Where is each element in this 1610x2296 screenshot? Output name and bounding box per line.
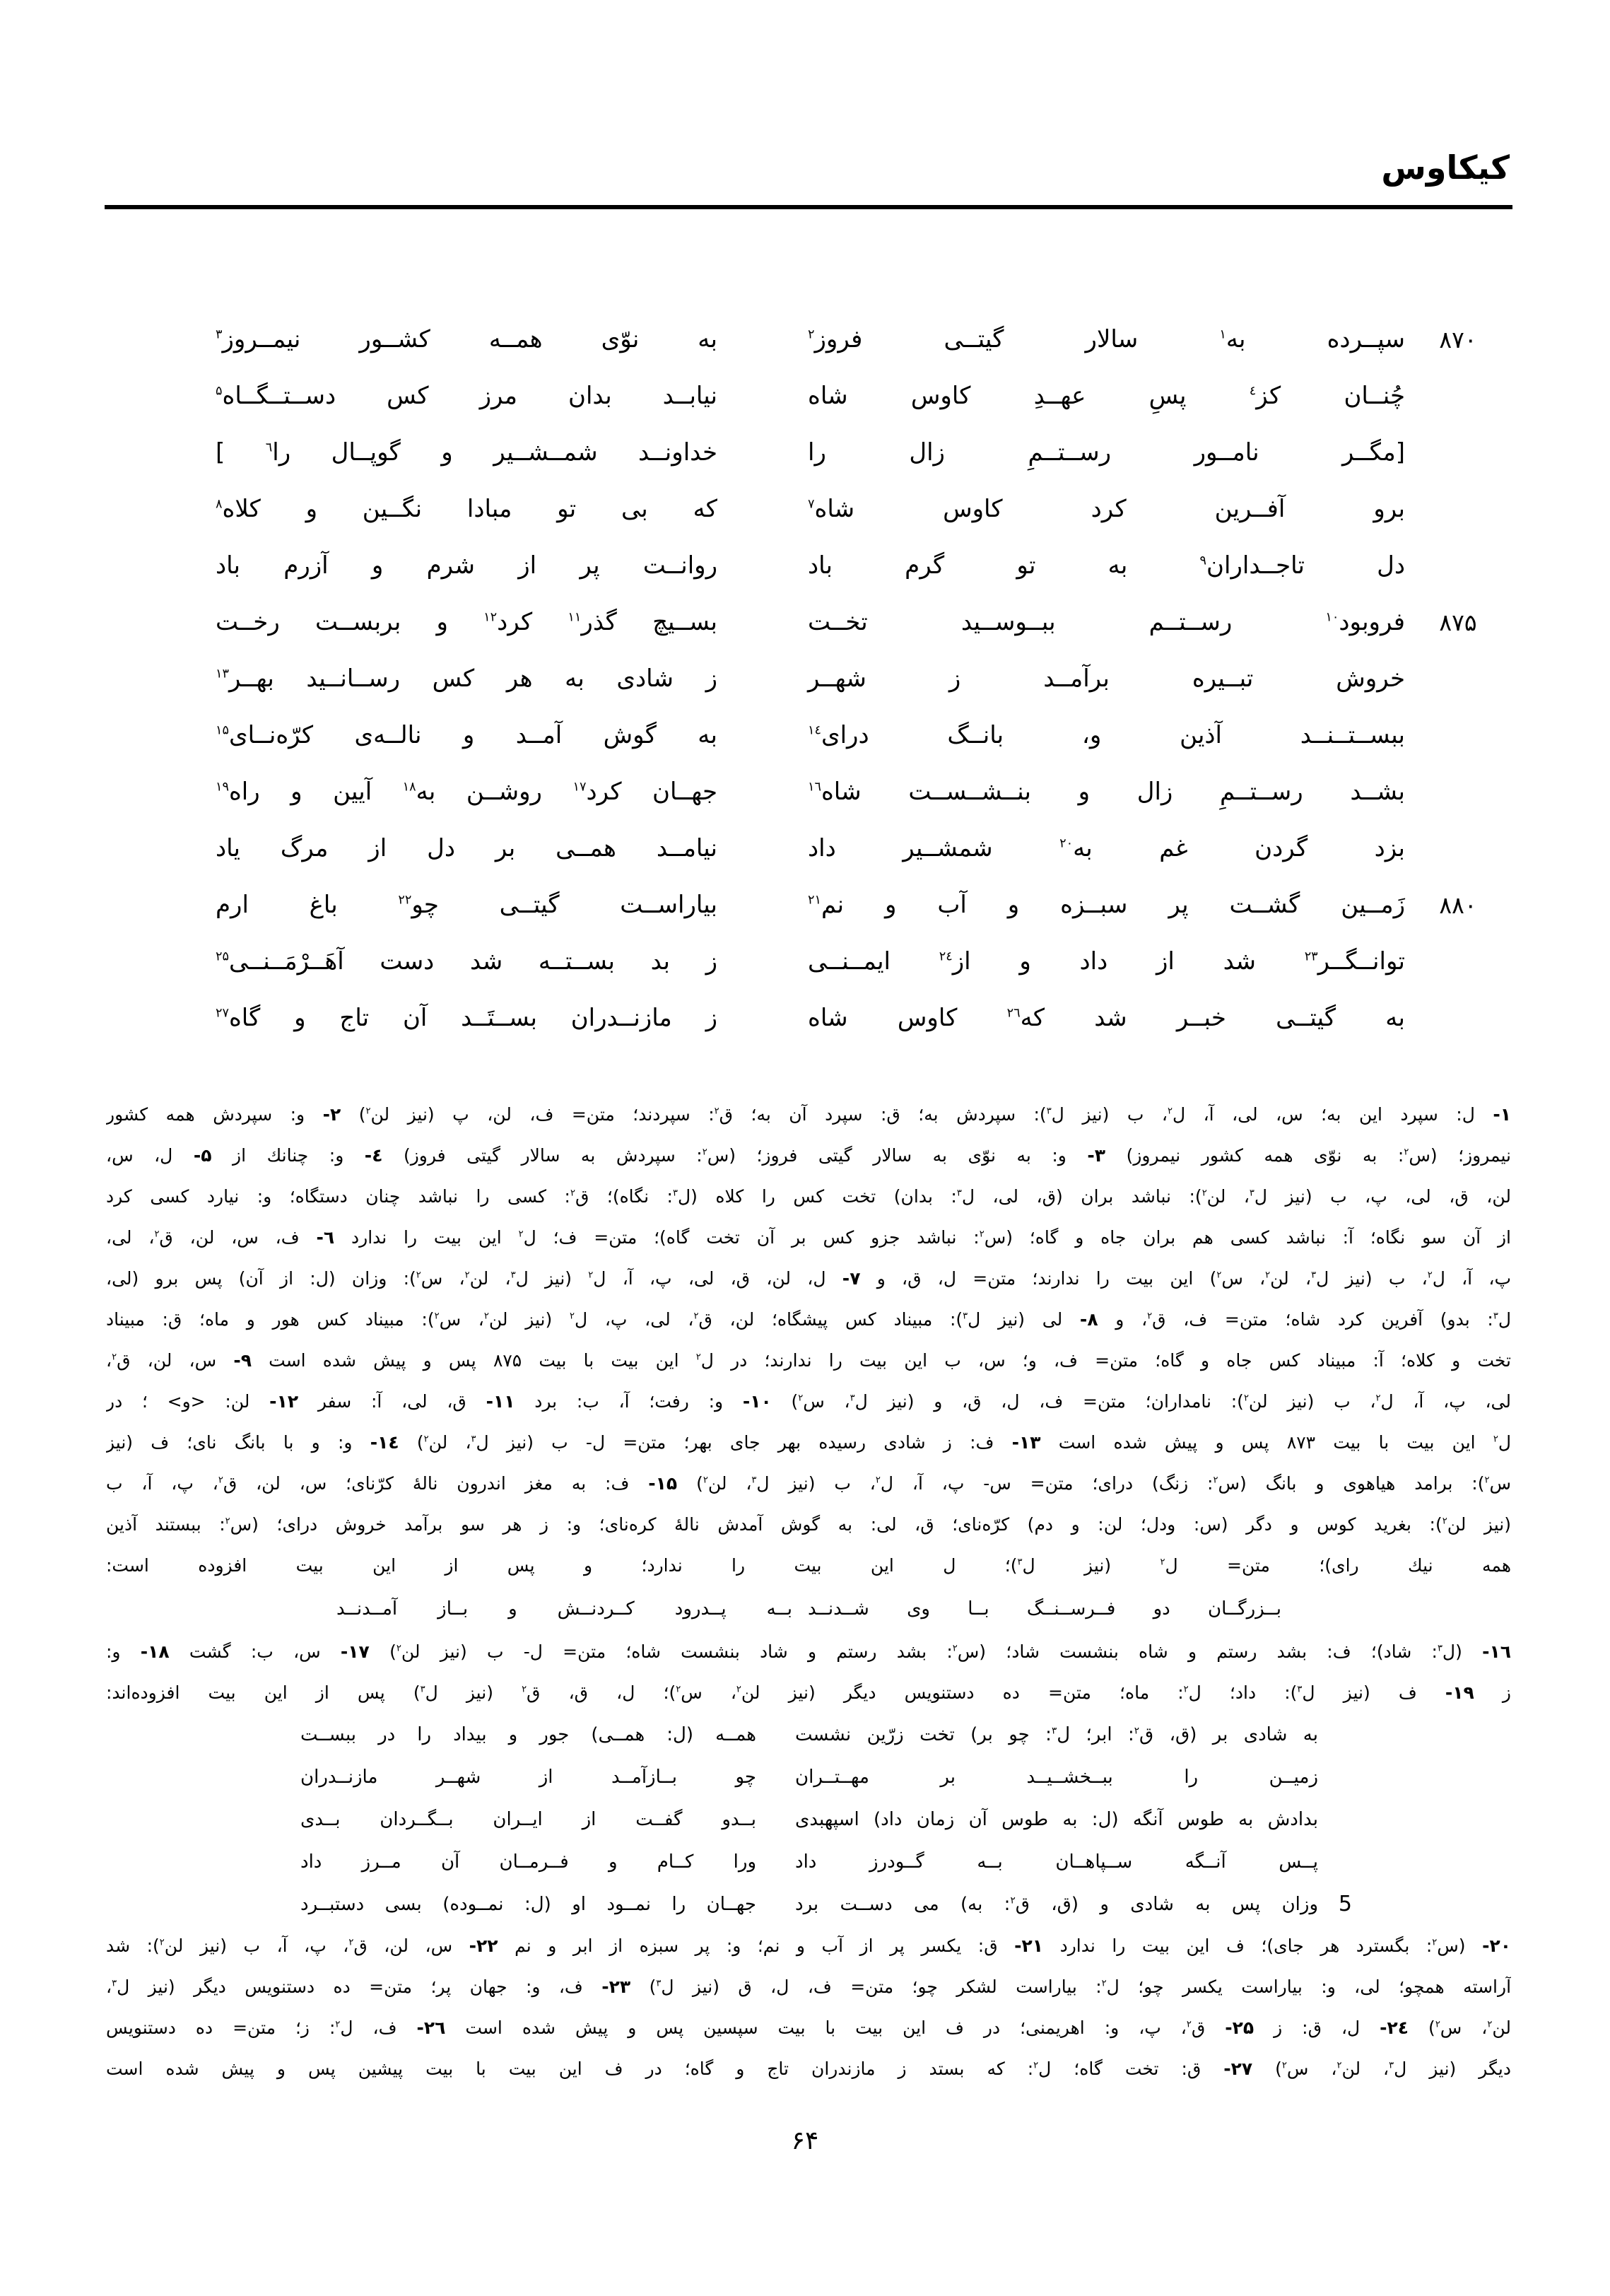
- hemistich-left: بــه پــدرود کــردنــش و بــاز آمــدنــد: [336, 1598, 792, 1620]
- apparatus-line: ز ۱۹- ف (نیز ل$^۳$): داد؛ ل$^۲$: ماه؛ متن= ده دستنویس دیگر (نیز لن$^۲$، س$^۲$)؛ ل، ق، ق$^۲$ (نیز ل$^۳$) پس از این بیت افزوده‌اند:: [106, 1682, 1511, 1703]
- verse-number: ۸۸۰: [1439, 891, 1477, 919]
- hemistich-left: بیاراســت گیتــی چو$^{۲۲}$ باغ ارم: [216, 891, 717, 919]
- apparatus-line: ل$^۲$ این بیت با بیت ۸۷۳ پس و پیش شده است ۱۳- ف: ز شادی رسیده بهر جای بهر؛ متن= ل- ب (نیز ل$^۳$، لن$^۲$) ۱٤- و: و با بانگ نای؛ ف (نیز: [106, 1432, 1511, 1453]
- verse-row: [99, 877, 1511, 933]
- hemistich-left: ورا کــام و فــرمــان آن مــرز داد: [300, 1851, 756, 1873]
- added-couplet-row: [106, 1756, 1511, 1798]
- verse-number: ۸۷۰: [1439, 325, 1477, 353]
- added-couplet-row: [106, 1714, 1511, 1756]
- apparatus-line: لن، ق، لی، پ، ب (نیز ل$^۳$، لن$^۲$): نباشد بران (ق، لی، ل$^۳$: بدان) تخت کس را کلاه (ل$^۳$: نگاه)؛ ق$^۲$: کسی را نباشد چنان دستگاه؛ و: نیارد کسی کرد: [106, 1186, 1511, 1207]
- hemistich-left: به نوّی همــه کشــور نیمــروز$^۳$: [216, 325, 717, 353]
- header-rule: [105, 205, 1512, 209]
- hemistich-right: بــزرگــان دو فــرســنــگ بــا وی شــدنــد: [808, 1598, 1281, 1620]
- hemistich-right: خروش تبــیره برآمــد ز شهــر: [808, 664, 1405, 693]
- hemistich-left: نیامــد همــی بر دل از مرگ یاد: [216, 834, 717, 862]
- hemistich-left: نیابــد بدان مرز کس دســتــگــاه$^۵$: [216, 382, 717, 410]
- verse-row: [99, 650, 1511, 707]
- hemistich-right: به شادی بر (ق، ق$^۲$: ابر؛ ل$^۳$: چو بر) تخت زرّین نشست: [795, 1724, 1318, 1745]
- hemistich-right: بدادش به طوس آنگه (ل: به طوس آن زمان داد) اسپهبدی: [795, 1809, 1318, 1830]
- added-couplet-row: [106, 1883, 1511, 1926]
- apparatus-line: (نیز لن$^۲$): بغرید کوس و دگر (س: ودل؛ لن: و دم) کرّه‌نای؛ ق، لی: به گوش آمدش نالهٔ کره‌نای؛ و: ز هر سو برآمد خروش درای؛ (س$^۲$: ببستند آذین: [106, 1514, 1511, 1535]
- page-header-title: کیکاوس: [1381, 148, 1510, 187]
- hemistich-right: پــس آنــگه ســپاهــان بــه گــودرز داد: [795, 1851, 1318, 1873]
- verse-row: [99, 990, 1511, 1046]
- apparatus-line: ۱- ل: سپرد این به؛ س، لی، آ، ل$^۲$، ب (نیز ل$^۳$): سپردش به؛ ق: سپرد آن به؛ ق$^۲$: سپردند؛ متن= ف، لن، پ (نیز لن$^۲$) ۲- و: سپردش همه کشور: [106, 1104, 1511, 1125]
- hemistich-left: چو بــازآمــد از شهــر مازنــدران: [300, 1767, 756, 1788]
- hemistich-left: بســیچ گذر$^{۱۱}$ کرد$^{۱۲}$ و بربســت رخــت: [216, 608, 717, 636]
- hemistich-left: به گوش آمــد و نالــه‌ی کرّه‌نــای$^{۱۵}$: [216, 721, 717, 749]
- hemistich-right: زمیــن را ببــخشــیــد بر مهــتــران: [795, 1767, 1318, 1788]
- hemistich-left: همــه (ل: همــی) جور و بیداد را در ببســت: [300, 1724, 756, 1745]
- verse-row: [99, 424, 1511, 481]
- hemistich-right: ببســتــنــد آذین و، بانــگ درای$^{۱٤}$: [808, 721, 1405, 749]
- apparatus-line: ۱٦- (ل$^۳$: شاد)؛ ف: بشد رستم و شاه بنشست شاد؛ (س$^۲$: بشد رستم و شاد بنشست شاه؛ متن= ل- ب (نیز لن$^۲$) ۱۷- س، ب: گشت ۱۸- و:: [106, 1641, 1511, 1662]
- hemistich-right: دل تاجــداران$^۹$ به تو گرم باد: [808, 551, 1405, 580]
- verse-row: [99, 594, 1511, 650]
- apparatus-line: آراسته همچو؛ لی، و: بیاراست یکسر چو؛ ل$^۲$: بیاراست لشکر چو؛ متن= ف، ل، ق (نیز ل$^۳$) ۲۳- ف، و: جهان پر؛ متن= ده دستنویس دیگر (نیز ل$^۳$،: [106, 1976, 1511, 1997]
- apparatus-line: س$^۲$): برامد هیاهوی و بانگ (س$^۲$: زنگ) درای؛ متن= س- پ، آ، ل$^۲$، ب (نیز ل$^۳$، لن$^۲$) ۱۵- ف: به مغز اندرون نالهٔ کرّنای؛ س، لن، ق$^۲$، پ، آ، ب: [106, 1473, 1511, 1494]
- apparatus-line: لی، پ، آ، ل$^۲$، ب (نیز لن$^۲$): نامداران؛ متن= ف، ل، ق، و (نیز ل$^۳$، س$^۲$) ۱۰- و: رفت؛ آ، ب: برد ۱۱- ق، لی، آ: سفر ۱۲- لن: <و> ؛ در: [106, 1391, 1511, 1412]
- added-couplet-row: [106, 1798, 1511, 1841]
- apparatus-inline-couplet: [106, 1586, 1511, 1632]
- hemistich-right: بزد گردن غم به$^{۲۰}$ شمشــیر داد: [808, 834, 1405, 862]
- page-number: ۶۴: [791, 2126, 819, 2155]
- apparatus-line: لن$^۲$، س$^۲$) ۲٤- ل، ق: ز ۲۵- ق$^۲$، پ، و: اهریمنی؛ در ف این بیت با بیت سپسین پس و پیش شده است ۲٦- ف، ل$^۲$: ز؛ متن= ده دستنویس: [106, 2017, 1511, 2038]
- hemistich-right: سپــرده به$^۱$ سالار گیتــی فروز$^۲$: [808, 325, 1405, 353]
- verse-row: [99, 311, 1511, 368]
- hemistich-right: به گیتــی خبــر شد که$^{۲٦}$ کاوس شاه: [808, 1004, 1405, 1032]
- apparatus-line: تخت و کلاه؛ آ: مبیناد کس جاه و گاه؛ متن= ف، و؛ س، ب این بیت را ندارند؛ در ل$^۲$ این بیت با بیت ۸۷۵ پس و پیش شده است ۹- س، لن، ق$^۲$،: [106, 1350, 1511, 1371]
- hemistich-left: جهــان کرد$^{۱۷}$ روشــن به$^{۱۸}$ آیین و راه$^{۱۹}$: [216, 778, 718, 806]
- hemistich-left: ز مازنــدران بســتَــد آن تاج و گاه$^{۲۷}$: [216, 1004, 717, 1032]
- hemistich-left: روانــت پر از شرم و آزرم باد: [216, 551, 717, 580]
- hemistich-right: توانــگــر$^{۲۳}$ شد از داد و از$^{۲٤}$ ایمــنــی: [808, 947, 1405, 976]
- apparatus-line: از آن سو نگاه؛ آ: نباشد کسی هم بران جاه و گاه؛ (س$^۲$: نباشد جزو کس بر آن تخت گاه)؛ متن= ف؛ ل$^۲$ این بیت را ندارد ٦- ف، س، لن، ق$^۲$، لی،: [106, 1227, 1511, 1248]
- hemistich-right: برو آفــرین کرد کاوس شاه$^۷$: [808, 495, 1405, 523]
- hemistich-right: زَمــین گشــت پر سبــزه و آب و نم$^{۲۱}$: [808, 891, 1405, 919]
- verse-row: [99, 820, 1511, 877]
- verse-row: [99, 368, 1511, 424]
- verse-row: [99, 763, 1511, 820]
- hemistich-right: [مگــر نامــور رســتــمِ زال را: [808, 438, 1405, 467]
- hemistich-left: که بی تو مبادا نگــین و کلاه$^۸$: [216, 495, 717, 523]
- added-couplet-marker: 5: [1338, 1892, 1352, 1916]
- verse-row: [99, 933, 1511, 990]
- critical-apparatus: [106, 1094, 1511, 2090]
- added-couplet-row: [106, 1841, 1511, 1883]
- hemistich-left: ز بد بســتــه شد دست آهَــرْمَــنــی$^{۲۵}$: [216, 947, 717, 976]
- verse-row: [99, 707, 1511, 763]
- hemistich-left: خداونــد شمــشــیر و گوپــال را$^٦$ ]: [216, 438, 718, 467]
- hemistich-right: فروبود$^{۱۰}$ رســتــم ببــوســید تخــت: [808, 608, 1405, 636]
- verse-row: [99, 481, 1511, 537]
- verse-row: [99, 537, 1511, 594]
- poem-section: [99, 311, 1511, 1046]
- hemistich-left: بــدو گفــت از ایــران بــگــردان بــدی: [300, 1809, 756, 1830]
- hemistich-left: جهــان را نمــود او (ل: نمــوده) بسی دستبــرد: [300, 1894, 756, 1915]
- hemistich-left: ز شادی به هر کس رســانــید بهــر$^{۱۳}$: [216, 664, 717, 693]
- apparatus-line: ل$^۳$: بدو) آفرین کرد شاه؛ متن= ف، ق$^۲$، و ۸- لی (نیز ل$^۳$): مبیناد کس پیشگاه؛ لن، ق$^۲$، لی، پ، ل$^۲$ (نیز لن$^۲$، س$^۲$): مبیناد کس هور و ماه؛ ق: مبیناد: [106, 1309, 1511, 1330]
- apparatus-line: همه نیك رای)؛ متن= ل$^۲$ (نیز ل$^۳$)؛ ل این بیت را ندارد؛ و پس از این بیت افزوده است:: [106, 1555, 1511, 1576]
- apparatus-line: دیگر (نیز ل$^۳$، لن$^۲$، س$^۲$) ۲۷- ق: تخت گاه؛ ل$^۲$: که بستد ز مازندران تاج و گاه؛ در ف این بیت با بیت پیشین پس و پیش شده است: [106, 2058, 1511, 2079]
- verse-number: ۸۷۵: [1439, 608, 1477, 636]
- apparatus-line: ۲۰- (س$^۲$: بگسترد هر جای)؛ ف این بیت را ندارد ۲۱- ق: یکسر پر از آب و نم؛ و: پر سبزه از ابر و نم ۲۲- س، لن، ق$^۲$، پ، آ، ب (نیز لن$^۲$): شد: [106, 1935, 1511, 1956]
- apparatus-line: نیمروز؛ (س$^۲$: به نوّی همه کشور نیمروز) ۳- و: به نوّی به سالار گیتی فروز؛ (س$^۲$: سپردش به سالار گیتی فروز) ٤- و: چنانك از ۵- ل، س،: [106, 1145, 1511, 1166]
- hemistich-right: بشــد رســتــمِ زال و بنــشــســت شاه$^{۱٦}$: [808, 778, 1405, 806]
- apparatus-line: پ، آ، ل$^۲$، ب (نیز ل$^۳$، لن$^۲$، س$^۲$) این بیت را ندارند؛ متن= ل، ق، و ۷- ل، لن، ق، لی، پ، آ، ل$^۲$ (نیز ل$^۳$، لن$^۲$، س$^۲$): وزان (ل: از آن) پس برو (لی،: [106, 1268, 1511, 1289]
- hemistich-right: وزان پس به شادی و (ق، ق$^۲$: به) می دســت برد: [795, 1894, 1318, 1915]
- hemistich-right: چُنــان کز$^٤$ پسِ عهــدِ کاوس شاه: [808, 382, 1405, 410]
